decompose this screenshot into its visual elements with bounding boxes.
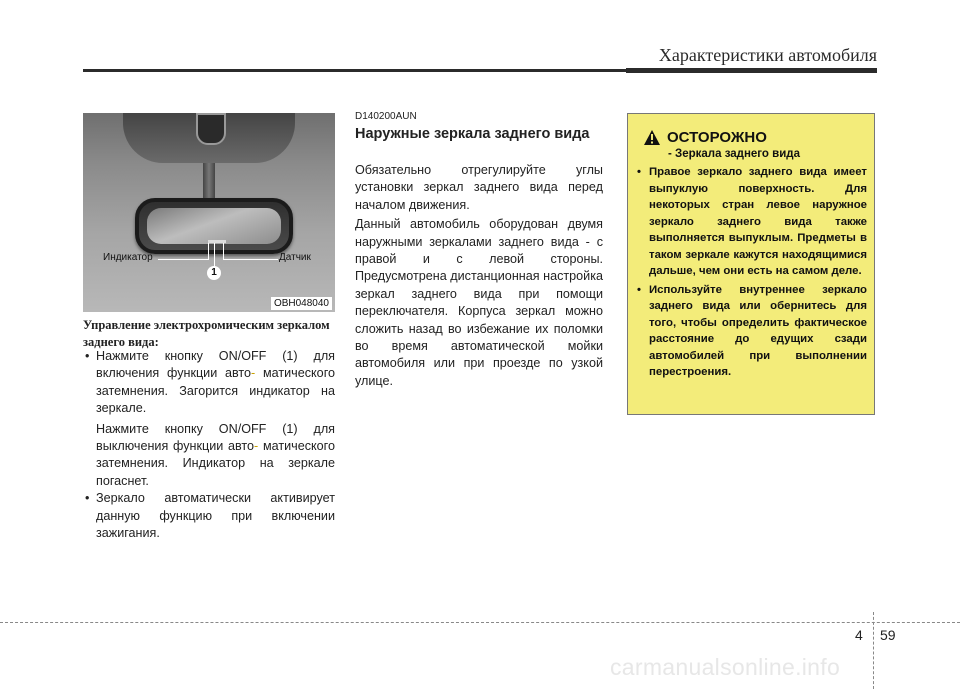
leader-line-indicator [158,259,208,260]
warning-subtitle: - Зеркала заднего вида [668,148,800,160]
warning-item: • Правое зеркало заднего вида имеет выпуклую поверхность. Для некоторых стран левое наружное зеркало заднего вида также выполняется выпуклым. Предметы в таком зеркале кажутся находящимися дальше, чем они есть на самом деле. [637,166,867,277]
footer-divider [873,612,874,689]
bullet-icon: • [637,283,641,296]
page-header-title: Характеристики автомобиля [658,45,877,65]
bullet-icon: • [85,491,90,506]
section-body [355,162,603,392]
mirror-stem [203,163,215,203]
footer-rule [0,622,960,623]
bullet-icon: • [637,166,641,178]
figure-caption: Управление электрохромическим зеркалом заднего вида: [83,318,330,349]
sensor-label: Датчик [279,252,311,263]
warning-list [635,164,867,381]
warning-triangle-icon [643,129,661,146]
indicator-label: Индикатор [103,252,153,263]
left-bullet-list [83,348,335,542]
list-item: • Нажмите кнопку ON/OFF (1) для включения функции авто- матического затемнения. Загорится индикатор на зеркале. Нажмите кнопку ON/OFF (1) для выключения функции авто- матического затемнения. Индикатор на зеркале погаснет. [85,349,336,488]
header-rule-accent [626,68,877,73]
figure-code: OBH048040 [271,297,332,310]
warning-item: • Используйте внутреннее зеркало заднего вида или обернитесь для того, чтобы определить фактическое расстояние до едущих сзади автомобилей при выполнении перестроения. [637,283,867,378]
paragraph: Данный автомобиль оборудован двумя наружными зеркалами заднего вида - с правой и с левой стороны. Предусмотрена дистанционная настройка зеркал заднего вида при помощи переключателя. Корпуса зеркал можно сложить назад во избежание их поломки во время автоматической мойки автомобиля или при проезде по узкой улице. [355,217,603,388]
list-item: • Зеркало автоматически активирует данную функцию при включении зажигания. [85,491,335,541]
leader-line-sensor [223,259,278,260]
page-number: 59 [880,627,896,643]
header-rule [83,69,626,72]
section-code: D140200AUN [355,111,417,122]
warning-title: ОСТОРОЖНО [667,128,767,146]
warning-box [627,113,875,415]
watermark: carmanualsonline.info [610,654,841,680]
bullet-icon: • [85,349,90,363]
map-lamp [196,113,226,145]
mirror-photo [83,113,335,312]
paragraph: Обязательно отрегулируйте углы установки зеркал заднего вида перед началом движения. [355,163,603,212]
callout-number: 1 [207,266,221,280]
section-title: Наружные зеркала заднего вида [355,126,590,142]
chapter-number: 4 [855,627,863,643]
